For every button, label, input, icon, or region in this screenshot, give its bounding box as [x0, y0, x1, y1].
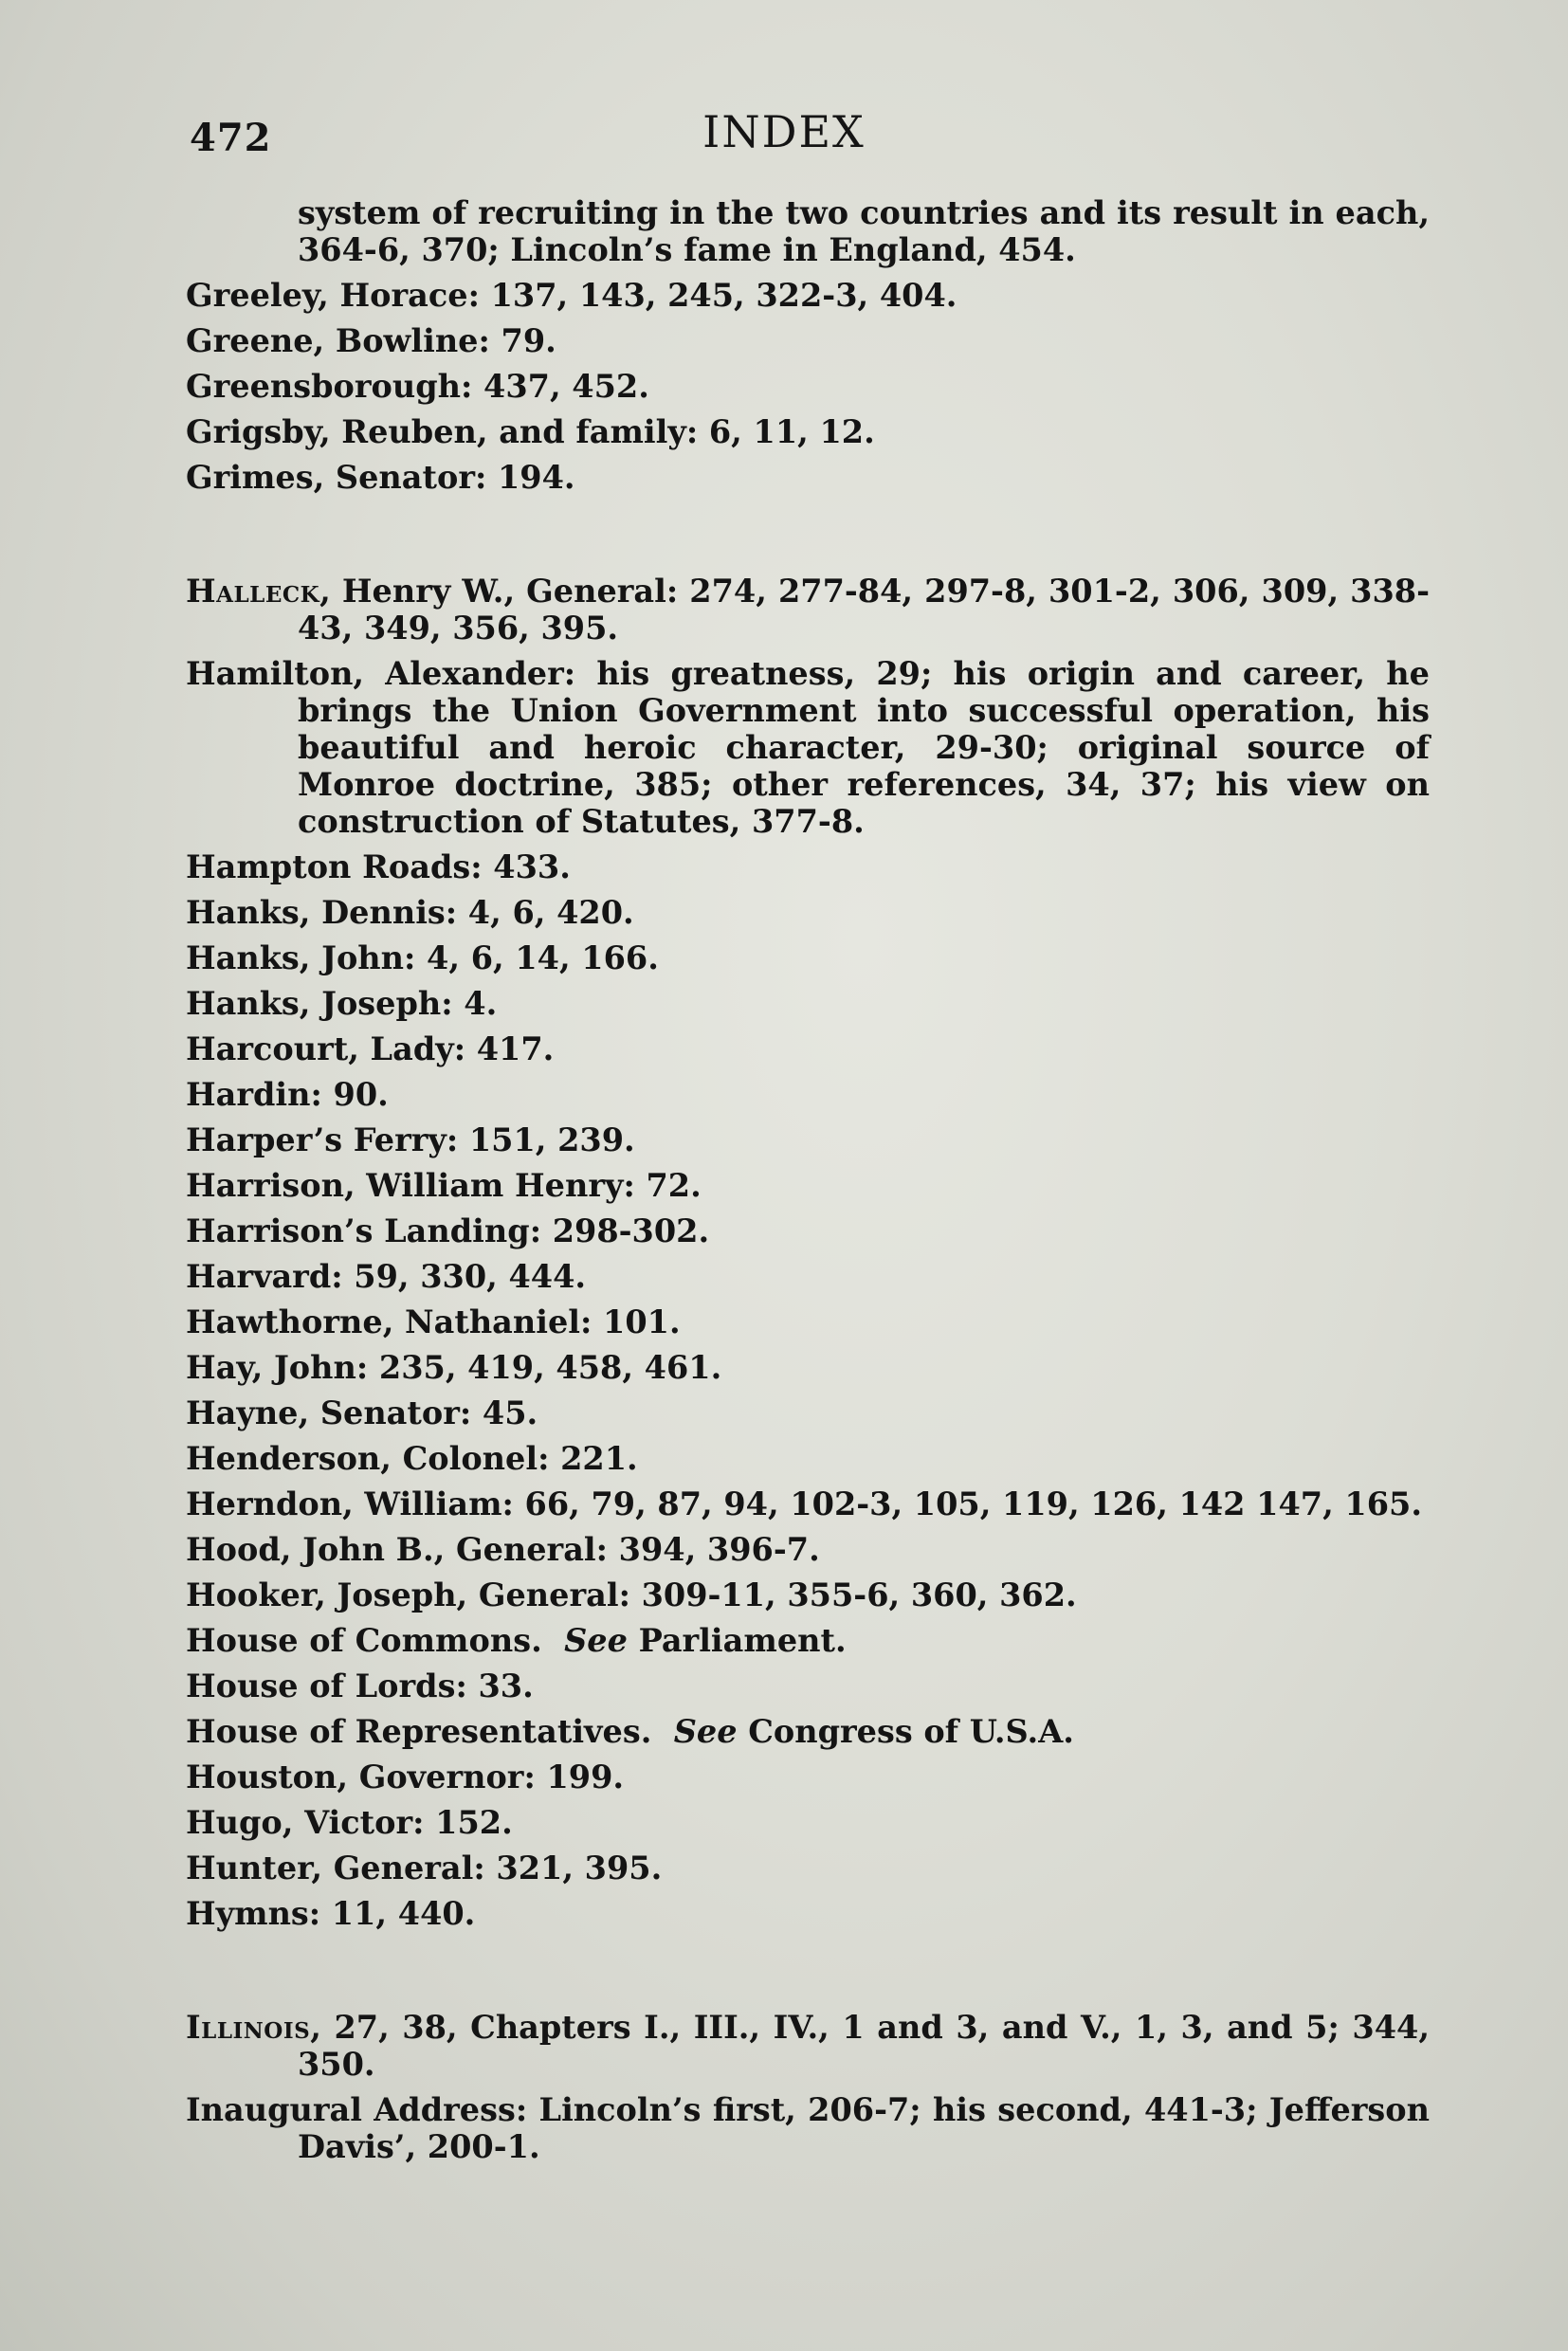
- entry-references: : 137, 143, 245, 322-3, 404.: [467, 277, 957, 314]
- entry-references: : 4, 6, 14, 166.: [404, 939, 659, 976]
- entry-references: : 194.: [474, 459, 575, 496]
- entry-references: : 11, 440.: [308, 1895, 476, 1932]
- entry-references: : 45.: [459, 1394, 538, 1431]
- entry-heading-small-caps: Halleck: [186, 573, 320, 610]
- entry-references: : 199.: [523, 1759, 625, 1795]
- index-entry: [186, 939, 1430, 976]
- index-entry: [186, 1485, 1430, 1522]
- see-reference: See: [673, 1713, 738, 1750]
- entry-heading: Harrison, William Henry: [186, 1167, 624, 1204]
- entry-heading: Hanks, Joseph: [186, 985, 442, 1022]
- entry-heading: Harper’s Ferry: [186, 1121, 447, 1158]
- entry-references: Parliament.: [638, 1622, 847, 1659]
- entry-references: : 4, 6, 420.: [445, 894, 634, 931]
- entry-heading: Harvard: [186, 1258, 332, 1295]
- index-entry: [186, 1030, 1430, 1067]
- entry-heading: Hanks, John: [186, 939, 405, 976]
- entry-heading: Hampton Roads: [186, 848, 471, 885]
- index-entry-cross-reference: [186, 1622, 1430, 1659]
- entry-heading-small-caps: Illinois: [186, 2009, 311, 2046]
- entry-heading: Greene, Bowline: [186, 322, 479, 359]
- entry-heading: House of Commons.: [186, 1622, 542, 1659]
- entry-references: : 274, 277-84, 297-8, 301-2, 306, 309, 338-43, 349, 356, 395.: [298, 573, 1430, 647]
- letter-section-gap: [186, 1941, 1430, 2009]
- entry-references: : 321, 395.: [473, 1850, 663, 1886]
- index-entry-continuation: system of recruiting in the two countries and its result in each, 364-6, 370; Lincoln’s fame in England, 454.: [298, 194, 1430, 268]
- index-entry: [186, 894, 1430, 931]
- see-reference: See: [564, 1622, 628, 1659]
- index-entry: [186, 1576, 1430, 1613]
- index-entry-halleck: [186, 573, 1430, 647]
- entry-heading: Grigsby, Reuben, and family: [186, 413, 686, 450]
- entry-references: : 101.: [580, 1303, 681, 1340]
- index-entry: [186, 1668, 1430, 1704]
- entry-references: Congress of U.S.A.: [748, 1713, 1074, 1750]
- entry-heading: Hay, John: [186, 1349, 356, 1386]
- entry-heading: , Henry W., General: [319, 573, 666, 610]
- index-entry: [186, 1167, 1430, 1204]
- index-entry: [186, 277, 1430, 314]
- entry-references: : 59, 330, 444.: [331, 1258, 587, 1295]
- entry-references: : 151, 239.: [446, 1121, 635, 1158]
- index-entry-cross-reference: [186, 1713, 1430, 1750]
- entry-references: : 221.: [538, 1440, 638, 1477]
- entry-heading: Greensborough: [186, 368, 462, 405]
- entry-references: : 79.: [478, 322, 556, 359]
- index-entry: [186, 1850, 1430, 1886]
- index-entry: [186, 1258, 1430, 1295]
- index-entry: [186, 1394, 1430, 1431]
- entry-references: : 235, 419, 458, 461.: [356, 1349, 722, 1386]
- index-entry: [186, 1531, 1430, 1568]
- index-entry: [186, 1895, 1430, 1932]
- index-entry: [186, 1303, 1430, 1340]
- entry-references: : 437, 452.: [461, 368, 649, 405]
- index-entry-inaugural: [186, 2091, 1430, 2165]
- page-number: 472: [190, 116, 272, 160]
- entry-references: : 66, 79, 87, 94, 102-3, 105, 119, 126, 142 147, 165.: [501, 1485, 1422, 1522]
- index-entry: [186, 985, 1430, 1022]
- entry-references: , 27, 38, Chapters I., III., IV., 1 and 3, and V., 1, 3, and 5; 344, 350.: [298, 2009, 1430, 2083]
- entry-heading: Henderson, Colonel: [186, 1440, 538, 1477]
- entry-references: : 394, 396-7.: [595, 1531, 820, 1568]
- index-entry: [186, 1759, 1430, 1795]
- entry-references: : 298-302.: [529, 1212, 710, 1249]
- entry-references: : his greatness, 29; his origin and career, he brings the Union Government into successful operation, his beautiful and heroic character, 29-30; original source of Monroe doctrine, 385; other references, 34, 37; his view on construction of Statutes, 377-8.: [298, 655, 1430, 840]
- entry-heading: Herndon, William: [186, 1485, 502, 1522]
- entry-references: : 417.: [453, 1030, 555, 1067]
- entry-heading: House of Representatives.: [186, 1713, 652, 1750]
- entry-references: : 433.: [470, 848, 571, 885]
- entry-heading: House of Lords: [186, 1668, 456, 1704]
- entry-heading: Hunter, General: [186, 1850, 474, 1886]
- index-entry: [186, 459, 1430, 496]
- entry-references: : 72.: [623, 1167, 702, 1204]
- entry-heading: Houston, Governor: [186, 1759, 524, 1795]
- index-entry: [186, 1804, 1430, 1841]
- entry-heading: Grimes, Senator: [186, 459, 475, 496]
- entry-heading: Greeley, Horace: [186, 277, 468, 314]
- entry-heading: Hayne, Senator: [186, 1394, 460, 1431]
- entry-references: : 33.: [455, 1668, 534, 1704]
- entry-heading: Hardin: [186, 1076, 311, 1113]
- index-entry-hamilton: [186, 655, 1430, 840]
- entry-references: : 6, 11, 12.: [685, 413, 875, 450]
- index-entry: [186, 848, 1430, 885]
- index-entry: [186, 1349, 1430, 1386]
- entry-heading: Harrison’s Landing: [186, 1212, 530, 1249]
- entry-references: : 90.: [310, 1076, 389, 1113]
- index-entry: [186, 368, 1430, 405]
- index-entry-illinois: [186, 2009, 1430, 2083]
- index-entry: [186, 1121, 1430, 1158]
- entry-references: : 4.: [441, 985, 498, 1022]
- entry-heading: Hymns: [186, 1895, 309, 1932]
- entry-heading: Hooker, Joseph, General: [186, 1576, 619, 1613]
- index-entry: [186, 1212, 1430, 1249]
- index-entry: [186, 413, 1430, 450]
- entry-heading: Hanks, Dennis: [186, 894, 446, 931]
- index-entry: [186, 1076, 1430, 1113]
- entry-heading: Hamilton, Alexander: [186, 655, 564, 692]
- entry-heading: Hood, John B., General: [186, 1531, 596, 1568]
- entry-heading: Harcourt, Lady: [186, 1030, 454, 1067]
- entry-heading: Inaugural Address: [186, 2091, 516, 2128]
- entry-references: : 152.: [412, 1804, 513, 1841]
- index-entry: [186, 1440, 1430, 1477]
- entry-references: : 309-11, 355-6, 360, 362.: [618, 1576, 1077, 1613]
- letter-section-gap: [186, 504, 1430, 573]
- entry-references: : Lincoln’s first, 206-7; his second, 441-3; Jefferson Davis’, 200-1.: [298, 2091, 1430, 2165]
- index-entry: [186, 322, 1430, 359]
- index-entries: [186, 194, 1430, 2174]
- running-head: INDEX: [702, 106, 866, 157]
- entry-heading: Hugo, Victor: [186, 1804, 413, 1841]
- entry-heading: Hawthorne, Nathaniel: [186, 1303, 581, 1340]
